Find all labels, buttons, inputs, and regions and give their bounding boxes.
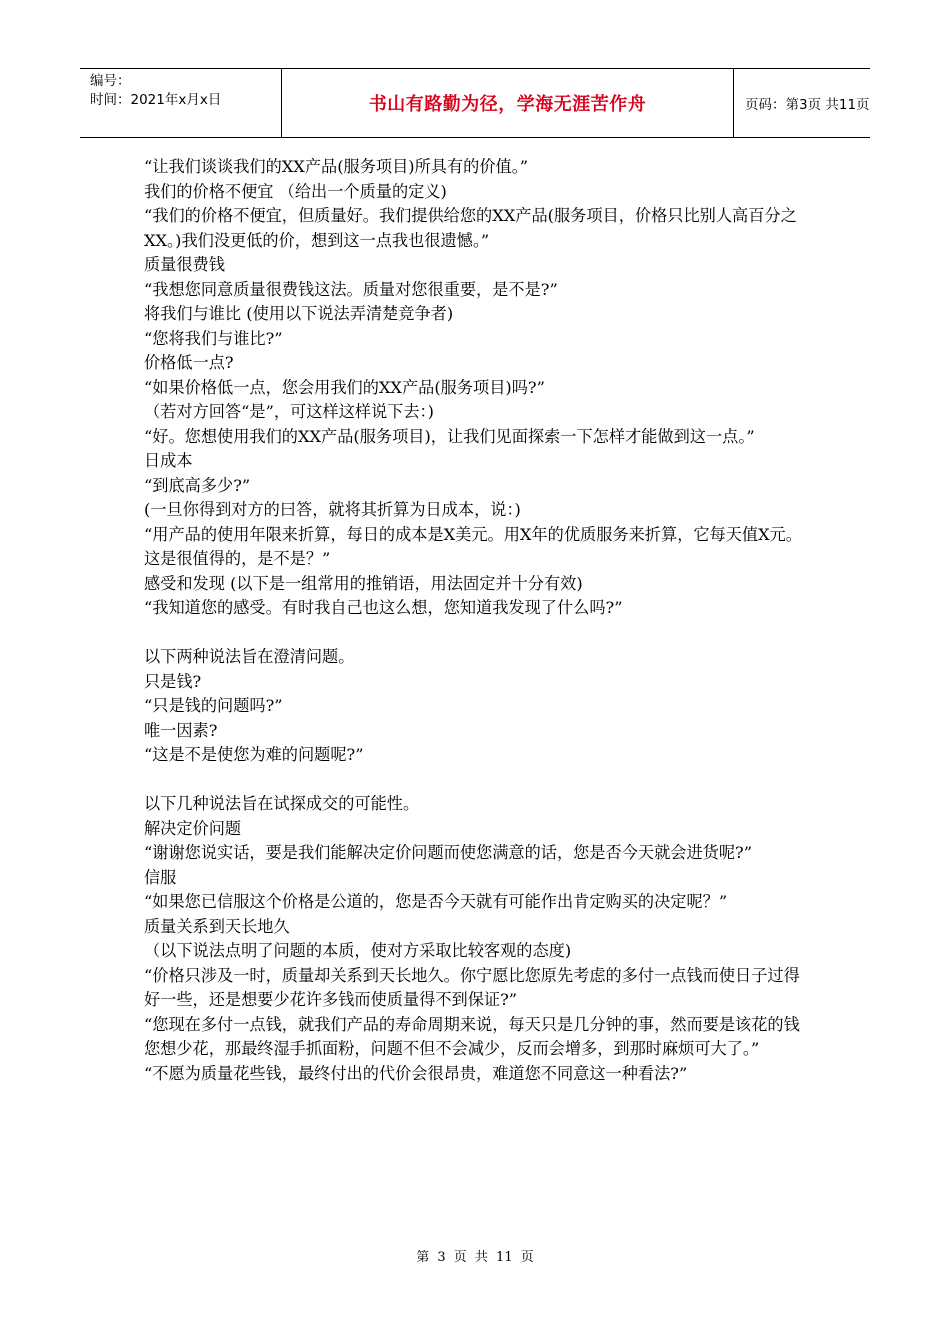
- body-paragraph: 只是钱?: [144, 671, 202, 691]
- body-paragraph: 以下几种说法旨在试探成交的可能性。: [144, 794, 420, 813]
- document-number-label: 编号：: [90, 73, 131, 89]
- body-paragraph: “我知道您的感受。有时我自己也这么想，您知道我发现了什么吗?”: [144, 598, 623, 617]
- body-paragraph: 将我们与谁比 (使用以下说法弄清楚竞争者): [144, 304, 454, 323]
- body-paragraph: “如果价格低一点，您会用我们的XX产品(服务项目)吗?”: [144, 377, 545, 397]
- body-paragraph: 日成本: [144, 451, 193, 470]
- body-paragraph: 唯一因素?: [144, 720, 218, 740]
- document-date: 时间：2021年x月x日: [90, 92, 222, 108]
- body-paragraph: “如果您已信服这个价格是公道的，您是否今天就有可能作出肯定购买的决定呢？”: [144, 892, 728, 911]
- body-paragraph: “您将我们与谁比?”: [144, 328, 283, 348]
- document-body: [144, 155, 814, 1086]
- body-paragraph: “用产品的使用年限来折算，每日的成本是X美元。用X年的优质服务来折算，它每天值X元。这是很值得的，是不是？”: [144, 524, 802, 568]
- body-paragraph: （若对方回答“是”，可这样这样说下去：): [144, 402, 434, 421]
- body-paragraph: “只是钱的问题吗?”: [144, 696, 283, 715]
- body-paragraph: 质量关系到天长地久: [144, 916, 290, 936]
- body-paragraph: “我想您同意质量很费钱这法。质量对您很重要，是不是?”: [144, 279, 558, 299]
- body-paragraph: “您现在多付一点钱，就我们产品的寿命周期来说，每天只是几分钟的事，然而要是该花的钱您想少花，那最终湿手抓面粉，问题不但不会减少，反而会增多，到那时麻烦可大了。”: [144, 1014, 800, 1058]
- header-meta: [80, 69, 282, 137]
- body-paragraph: 信服: [144, 867, 177, 887]
- body-paragraph: (一旦你得到对方的曰答，就将其折算为日成本，说：): [144, 500, 521, 519]
- body-paragraph: 以下两种说法旨在澄清问题。: [144, 647, 355, 666]
- body-paragraph: “到底高多少?”: [144, 475, 251, 495]
- body-paragraph: “不愿为质量花些钱，最终付出的代价会很昂贵，难道您不同意这一种看法?”: [144, 1063, 688, 1083]
- header-motto: 书山有路勤为径，学海无涯苦作舟: [368, 94, 647, 115]
- body-paragraph: “这是不是使您为难的问题呢?”: [144, 745, 364, 764]
- page-header: [80, 68, 870, 138]
- page-footer: 第 3 页 共 11 页: [416, 1250, 534, 1265]
- body-paragraph: 我们的价格不便宜 （给出一个质量的定义): [144, 181, 447, 201]
- body-paragraph: “价格只涉及一时，质量却关系到天长地久。你宁愿比您原先考虑的多付一点钱而使日子过得好一些，还是想要少花许多钱而使质量得不到保证?”: [144, 965, 800, 1009]
- body-paragraph: 感受和发现 (以下是一组常用的推销语，用法固定并十分有效): [144, 573, 583, 593]
- header-page-info: 页码：第3页 共11页: [745, 97, 870, 113]
- body-paragraph: “让我们谈谈我们的XX产品(服务项目)所具有的价值。”: [144, 157, 529, 176]
- blank-line: [144, 768, 814, 793]
- header-motto-cell: [282, 69, 734, 137]
- body-paragraph: （以下说法点明了问题的本质，使对方采取比较客观的态度): [144, 941, 572, 960]
- body-paragraph: 质量很费钱: [144, 255, 225, 274]
- body-paragraph: 解决定价问题: [144, 818, 242, 838]
- body-paragraph: “好。您想使用我们的XX产品(服务项目)，让我们见面探索一下怎样才能做到这一点。”: [144, 426, 755, 446]
- body-paragraph: “谢谢您说实话，要是我们能解决定价问题而使您满意的话，您是否今天就会进货呢?”: [144, 843, 752, 862]
- blank-line: [144, 621, 814, 646]
- body-paragraph: “我们的价格不便宜，但质量好。我们提供给您的XX产品(服务项目，价格只比别人高百分之XX。)我们没更低的价，想到这一点我也很遗憾。”: [144, 206, 797, 250]
- body-paragraph: 价格低一点?: [144, 353, 234, 372]
